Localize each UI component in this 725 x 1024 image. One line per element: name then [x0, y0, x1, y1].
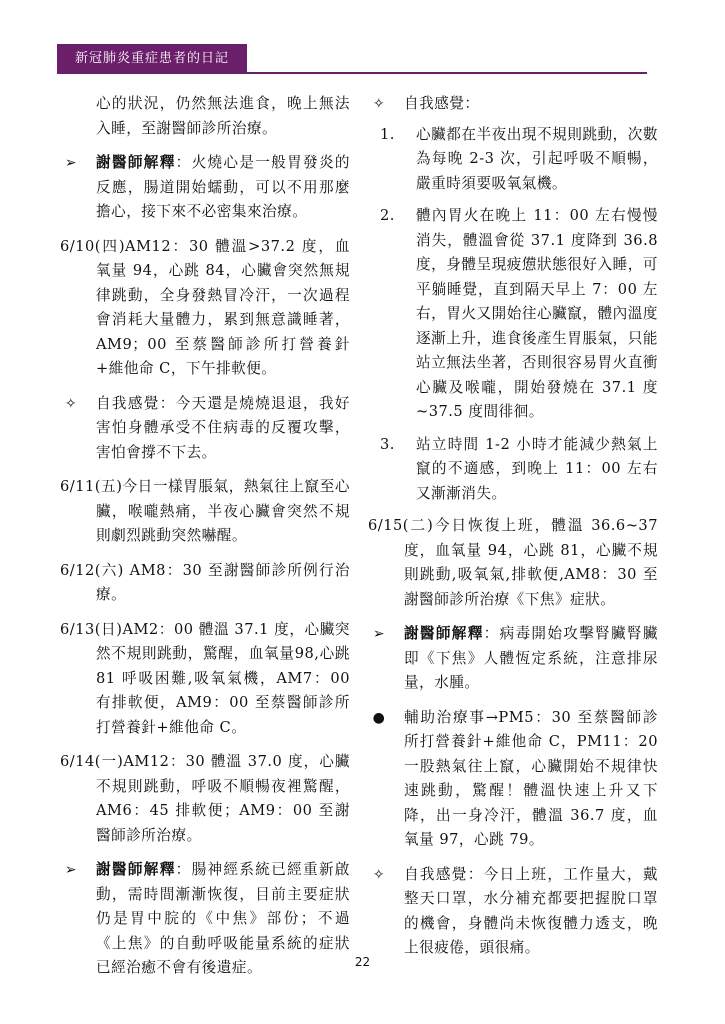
bullet-text: 自我感覺：今天還是燒燒退退，我好害怕身體承受不住病毒的反覆攻擊，害怕會撐不下去。 — [96, 394, 350, 461]
bullet-text: 輔助治療事→PM5：30 至蔡醫師診所打營養針+維他命 C，PM11：20 一股熱氣往上竄，心臟開始不規律快速跳動，驚醒！體溫快速上升又下降，出一身冷汗，體溫 36.7 度，血氧量 97，心跳 79。 — [404, 708, 658, 848]
four-point-star-bullet-icon: ✧ — [372, 96, 386, 112]
bullet-item — [60, 151, 350, 225]
arrowhead-bullet-icon: ➢ — [64, 155, 78, 171]
item-number: 1. — [380, 125, 395, 143]
bullet-item — [368, 92, 658, 117]
running-header: 新冠肺炎重症患者的日記 — [57, 44, 247, 74]
paragraph: 心的狀況，仍然無法進食，晚上無法入睡，至謝醫師診所治療。 — [96, 95, 350, 137]
numbered-item — [380, 433, 658, 507]
diary-entry: 6/13(日)AM2：00 體溫 37.1 度，心臟突然不規則跳動，驚醒，血氧量98,心跳 81 呼吸困難,吸氧氣機，AM7：00 有排軟便，AM9：00 至蔡醫師診所打營養針+維他命 C。 — [60, 620, 350, 736]
bullet-item — [368, 622, 658, 696]
diary-entry: 6/14(一)AM12：30 體溫 37.0 度，心臟不規則跳動，呼吸不順暢夜裡驚醒，AM6：45 排軟便；AM9：00 至謝醫師診所治療。 — [60, 753, 350, 844]
item-text: 體內胃火在晚上 11：00 左右慢慢消失，體溫會從 37.1 度降到 36.8 度，身體呈現疲憊狀態很好入睡，可平躺睡覺，直到隔天早上 7：00 左右，胃火又開始往心臟竄，體內溫度逐漸上升，進食後產生胃脹氣，只能站立無法坐著，否則很容易胃火直衝心臟及喉嚨，開始發燒在 37.1 度~37.5 度間徘徊。 — [416, 207, 658, 420]
item-number: 2. — [380, 207, 395, 224]
bullet-item — [60, 392, 350, 466]
diary-entry: 6/10(四)AM12：30 體溫>37.2 度，血氧量 94，心跳 84，心臟會突然無規律跳動，全身發熱冒冷汗，一次過程會消耗大量體力，累到無意識睡著，AM9；00 至蔡醫師診所打營養針+維他命 C，下午排軟便。 — [60, 237, 350, 377]
filled-circle-bullet-icon: ● — [372, 709, 386, 726]
item-number: 3. — [380, 435, 395, 453]
four-point-star-bullet-icon: ✧ — [372, 866, 386, 883]
left-column — [60, 92, 350, 991]
bullet-text: 自我感覺：今日上班，工作量大，戴整天口罩，水分補充都要把握脫口罩的機會，身體尚未恢復體力透支，晚上很疲倦，頭很痛。 — [404, 865, 658, 956]
bullet-text: ：火燒心是一般胃發炎的反應，腸道開始蠕動，可以不用那麼擔心，接下來不必密集來治療。 — [96, 154, 350, 220]
item-text: 心臟都在半夜出現不規則跳動，次數為每晚 2-3 次，引起呼吸不順暢，嚴重時須要吸氧氣機。 — [416, 125, 658, 192]
four-point-star-bullet-icon: ✧ — [64, 395, 78, 412]
numbered-item — [380, 204, 658, 425]
diary-entry: 6/11(五)今日一樣胃脹氣，熱氣往上竄至心臟，喉嚨熱痛，半夜心臟會突然不規則劇烈跳動突然嚇醒。 — [60, 478, 350, 544]
item-text: 站立時間 1-2 小時才能減少熱氣上竄的不適感，到晚上 11：00 左右又漸漸消失。 — [416, 435, 658, 502]
page-number: 22 — [354, 955, 371, 969]
bullet-text: 自我感覺： — [404, 95, 480, 112]
bullet-text: ：病毒開始攻擊腎臟腎臟即《下焦》人體恆定系統，注意排尿量，水腫。 — [404, 625, 658, 691]
bullet-item — [368, 863, 658, 961]
diary-entry: 6/12(六) AM8：30 至謝醫師診所例行治療。 — [60, 561, 350, 603]
right-column — [368, 92, 658, 971]
arrowhead-bullet-icon: ➢ — [372, 626, 386, 642]
bullet-item — [368, 706, 658, 853]
bullet-label: 謝醫師解釋 — [404, 625, 484, 642]
bullet-label: 謝醫師解釋 — [96, 154, 176, 171]
numbered-item — [380, 123, 658, 197]
arrowhead-bullet-icon: ➢ — [64, 862, 78, 878]
bullet-label: 謝醫師解釋 — [96, 861, 176, 878]
bullet-text: ：腸神經系統已經重新啟動，需時間漸漸恢復，目前主要症狀仍是胃中脘的《中焦》部份；不過《上焦》的自動呼吸能量系統的症狀已經治癒不會有後遺症。 — [96, 861, 350, 976]
diary-entry: 6/15(二)今日恢復上班，體溫 36.6~37 度，血氧量 94，心跳 81，心臟不規則跳動,吸氧氣,排軟便,AM8：30 至謝醫師診所治療《下焦》症狀。 — [368, 517, 658, 608]
header-rule — [57, 72, 647, 74]
